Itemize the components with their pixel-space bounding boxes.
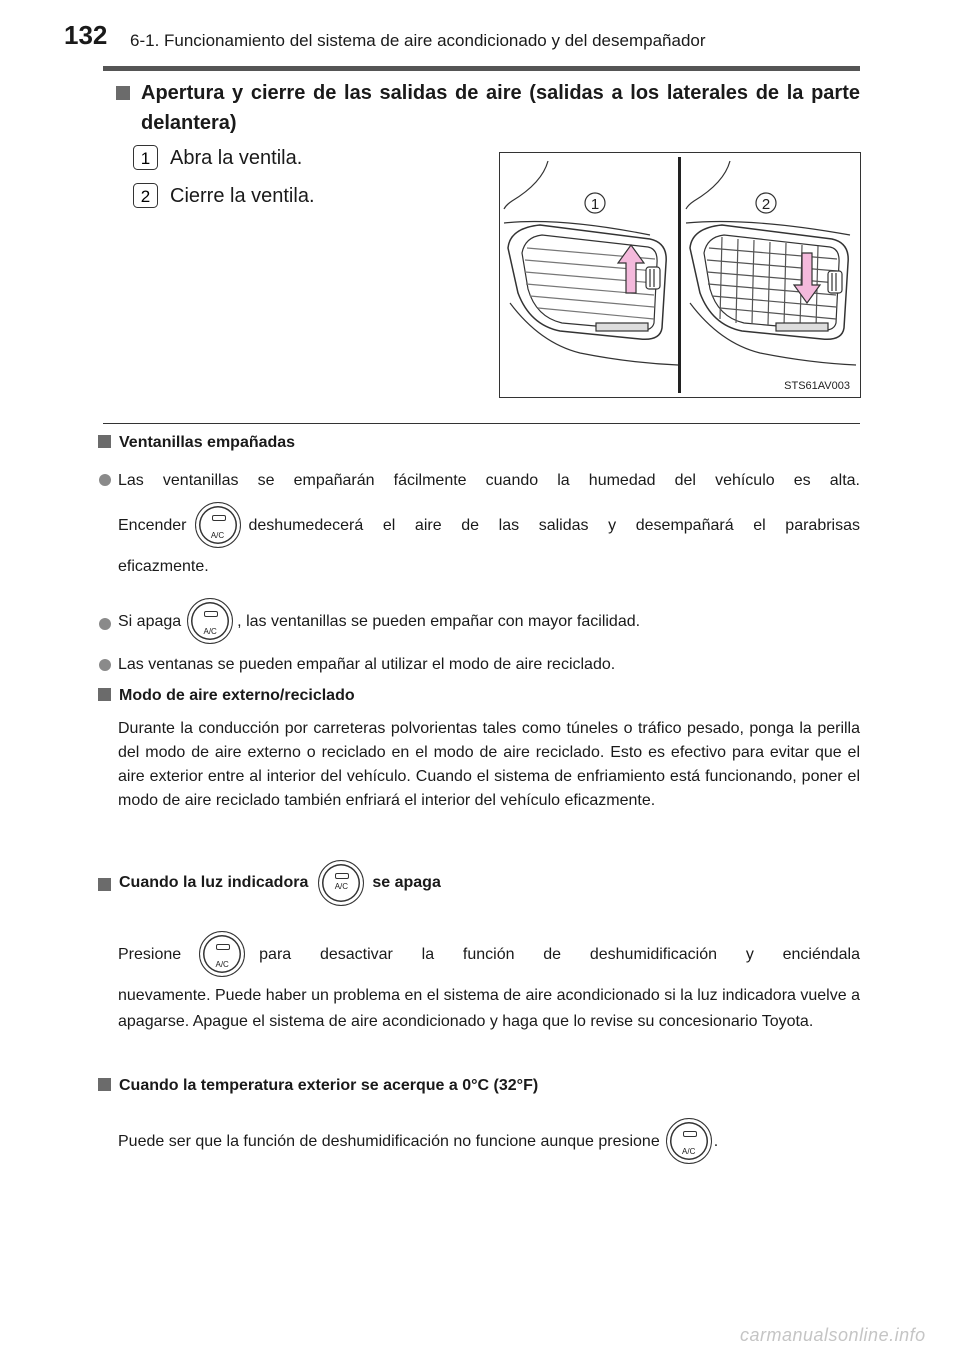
chapter-title: 6-1. Funcionamiento del sistema de aire acondicionado y del desempañador <box>130 31 706 50</box>
ac-button-icon: A/C <box>187 598 233 644</box>
windows-bullet1-line3: eficazmente. <box>118 558 209 575</box>
svg-text:1: 1 <box>140 149 151 168</box>
section-square-icon <box>116 86 130 100</box>
indicator-line1: Presione A/C para desactivar la función de deshumidificación y enciéndala <box>118 931 860 977</box>
step-1-text: Abra la ventila. <box>170 147 303 169</box>
section-square-icon <box>98 435 111 448</box>
svg-text:1: 1 <box>590 196 600 213</box>
section-divider <box>103 423 860 424</box>
svg-text:2: 2 <box>140 187 151 206</box>
temp-heading: Cuando la temperatura exterior se acerque a 0°C (32°F) <box>98 1077 538 1095</box>
windows-heading: Ventanillas empañadas <box>98 434 295 452</box>
windows-bullet1-line1: Las ventanillas se empañarán fácilmente cuando la humedad del vehículo es alta. <box>118 472 860 489</box>
section-square-icon <box>98 1078 111 1091</box>
page-number: 132 <box>64 20 108 50</box>
ac-button-icon: A/C <box>195 502 241 548</box>
step-number-1-icon <box>133 145 158 170</box>
windows-bullet2: Si apaga A/C , las ventanillas se pueden empañar con mayor facilidad. <box>118 598 640 644</box>
temp-body: Puede ser que la función de deshumidificación no funcione aunque presione A/C . <box>118 1118 718 1164</box>
closed-vent-illustration <box>686 161 856 365</box>
recirc-body: Durante la conducción por carreteras polvorientas tales como túneles o tráfico pesado, ponga la perilla del modo de aire externo o reciclado en el modo de aire reciclado. Esto es efectivo para evitar que el aire exterior entre al interior del vehículo. Cuando el sistema de enfriamiento está funcionando, poner el modo de aire reciclado también enfriará el interior del vehículo eficazmente. <box>118 720 860 809</box>
ac-button-icon: A/C <box>666 1118 712 1164</box>
open-vent-illustration <box>504 161 678 365</box>
indicator-heading: Cuando la luz indicadora A/C se apaga <box>98 860 441 906</box>
recirc-heading: Modo de aire externo/reciclado <box>98 687 355 705</box>
figure-divider <box>678 157 681 393</box>
bullet-dot-icon <box>99 618 111 630</box>
header-rule <box>103 66 860 71</box>
svg-text:2: 2 <box>761 196 771 213</box>
ac-button-icon: A/C <box>318 860 364 906</box>
section-square-icon <box>98 688 111 701</box>
windows-bullet1-line2: Encender A/C deshumedecerá el aire de las salidas y desempañará el parabrisas <box>118 502 860 548</box>
figure-code: STS61AV003 <box>784 380 850 392</box>
step-number-2-icon <box>133 183 158 208</box>
watermark-logo: carmanualsonline.info <box>740 1325 926 1345</box>
bullet-dot-icon <box>99 474 111 486</box>
indicator-body: nuevamente. Puede haber un problema en el sistema de aire acondicionado si la luz indicadora vuelve a apagarse. Apague el sistema de aire acondicionado y haga que lo revise su concesionario Toyota. <box>118 987 860 1030</box>
bullet-dot-icon <box>99 659 111 671</box>
step-2-text: Cierre la ventila. <box>170 185 315 207</box>
windows-bullet3: Las ventanas se pueden empañar al utilizar el modo de aire reciclado. <box>118 656 616 673</box>
section-square-icon <box>98 878 111 891</box>
vent-diagram <box>500 153 860 397</box>
ac-button-icon: A/C <box>199 931 245 977</box>
vent-illustration <box>499 152 861 398</box>
vents-section-heading: Apertura y cierre de las salidas de aire (salidas a los laterales de la parte delantera) <box>116 78 860 138</box>
